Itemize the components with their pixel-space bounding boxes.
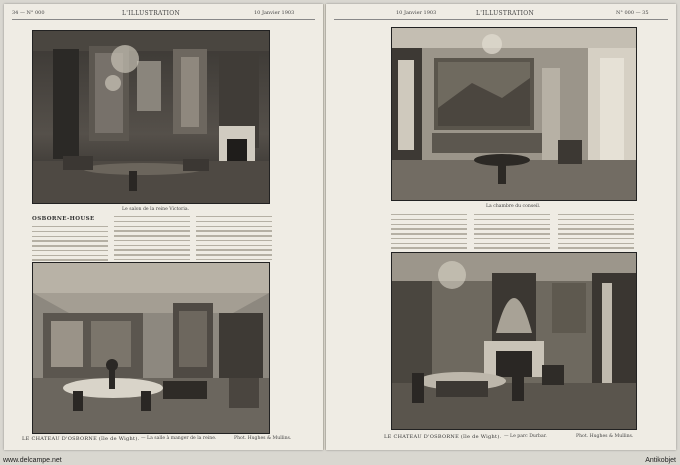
right-header-rule	[334, 19, 668, 20]
text-column-1	[32, 226, 108, 264]
right-page-number: N° 000 — 35	[616, 10, 649, 16]
photo-salon-reine	[32, 30, 270, 204]
watermark-delcampe: www.delcampe.net	[3, 457, 62, 464]
left-page-number: 34 — N° 000	[12, 10, 45, 16]
photo-chambre-conseil	[391, 27, 637, 201]
left-header-rule	[12, 19, 315, 20]
left-masthead: L'ILLUSTRATION	[122, 10, 181, 17]
right-page-date: 10 Janvier 1903	[396, 10, 437, 16]
caption-chambre: La chambre du conseil.	[486, 204, 541, 209]
text-column-5	[474, 214, 550, 252]
left-page-date: 10 Janvier 1903	[254, 10, 295, 16]
right-page-header	[326, 4, 676, 20]
left-page-header	[4, 4, 323, 20]
caption-bottom-title-left: LE CHATEAU D'OSBORNE (île de Wight).	[22, 436, 140, 442]
right-masthead: L'ILLUSTRATION	[476, 10, 535, 17]
watermark-antikobjet: Antikobjet	[645, 457, 676, 464]
caption-salon: Le salon de la reine Victoria.	[122, 207, 190, 212]
text-column-4	[391, 214, 467, 252]
photo-credit-left: Phot. Hughes & Mullins.	[234, 436, 292, 441]
caption-bottom-text-left: — La salle à manger de la reine.	[141, 436, 217, 441]
text-column-2	[114, 216, 190, 264]
caption-bottom-text-right: — Le parc Durbar.	[504, 434, 547, 439]
left-page	[4, 4, 323, 450]
photo-parc-durbar	[391, 252, 637, 430]
right-page	[326, 4, 676, 450]
caption-bottom-title-right: LE CHATEAU D'OSBORNE (île de Wight).	[384, 434, 502, 440]
photo-credit-right: Phot. Hughes & Mullins.	[576, 434, 634, 439]
text-column-6	[558, 214, 634, 252]
text-column-3	[196, 216, 272, 264]
section-heading: OSBORNE-HOUSE	[32, 216, 95, 222]
photo-salle-a-manger	[32, 262, 270, 434]
